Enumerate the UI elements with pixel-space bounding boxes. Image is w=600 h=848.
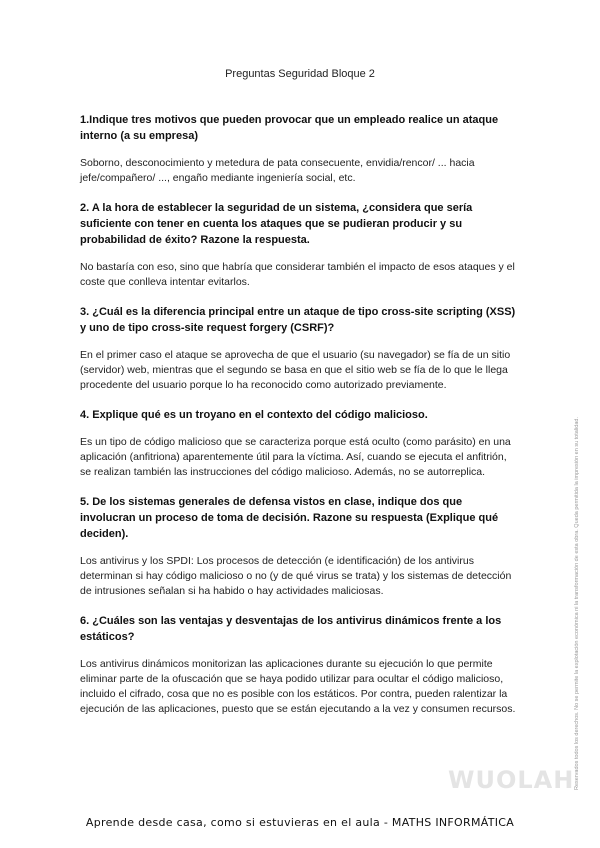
- question-1: 1.Indique tres motivos que pueden provocar que un empleado realice un ataque interno (a su empresa): [80, 114, 499, 142]
- question-5: 5. De los sistemas generales de defensa vistos en clase, indique dos que involucran un proceso de toma de decisión. Razone su respuesta (Explique qué deciden).: [80, 496, 499, 540]
- qa-item: [80, 112, 520, 186]
- qa-item: [80, 200, 520, 290]
- copyright-side-note: [568, 270, 578, 790]
- copyright-text: Reservados todos los derechos. No se permite la explotación económica ni la transformación de esta obra. Queda permitida la impresión en su totalidad.: [574, 417, 580, 790]
- answer-3: En el primer caso el ataque se aprovecha de que el usuario (su navegador) se fía de un sitio (servidor) web, mientras que el segundo se basa en que el sitio web se fía de lo que le llega procedente del usuario porque lo ha reconocido como autorizado previamente.: [80, 349, 511, 391]
- question-4: 4. Explique qué es un troyano en el contexto del código malicioso.: [80, 409, 428, 421]
- qa-item: [80, 304, 520, 393]
- footer-banner[interactable]: Aprende desde casa, como si estuvieras en el aula - MATHS INFORMÁTICA: [85, 816, 515, 829]
- wuolah-logo: WUOLAH: [448, 766, 575, 794]
- question-3: 3. ¿Cuál es la diferencia principal entre un ataque de tipo cross-site scripting (XSS) y uno de tipo cross-site request forgery (CSRF)?: [80, 306, 516, 334]
- answer-4: Es un tipo de código malicioso que se caracteriza porque está oculto (como parásito) en una aplicación (anfitriona) aparentemente útil para la víctima. Así, cuando se ejecuta el anfitrión, se realizan también las instrucciones del código malicioso. Además, no se autorreplica.: [80, 436, 511, 478]
- qa-item: [80, 613, 520, 717]
- answer-2: No bastaría con eso, sino que habría que considerar también el impacto de esos ataques y el coste que conlleva intentar evitarlos.: [80, 261, 515, 288]
- question-2: 2. A la hora de establecer la seguridad de un sistema, ¿considera que sería suficiente con tener en cuenta los ataques que se pudieran producir y su probabilidad de éxito? Razone la respuesta.: [80, 202, 473, 246]
- qa-item: [80, 494, 520, 599]
- qa-item: [80, 407, 520, 480]
- answer-1: Soborno, desconocimiento y metedura de pata consecuente, envidia/rencor/ ... hacia jefe/compañero/ ..., engaño mediante ingeniería social, etc.: [80, 157, 475, 184]
- answer-5: Los antivirus y los SPDI: Los procesos de detección (e identificación) de los antivirus determinan si hay código malicioso o no (y de qué virus se trata) y los sistemas de detección de intrusiones señalan si ha habido o hay actividades maliciosas.: [80, 555, 512, 597]
- document-title: Preguntas Seguridad Bloque 2: [225, 68, 375, 80]
- qa-list: [80, 112, 520, 731]
- question-6: 6. ¿Cuáles son las ventajas y desventajas de los antivirus dinámicos frente a los estáticos?: [80, 615, 502, 643]
- answer-6: Los antivirus dinámicos monitorizan las aplicaciones durante su ejecución lo que permite eliminar parte de la ofuscación que se haya podido utilizar para ocultar el código malicioso, incluido el cifrado, cosa que no es posible con los estáticos. Por contra, pueden ralentizar la ejecución de las aplicaciones, puesto que se están ejecutando a la vez y consumen recursos.: [80, 658, 516, 715]
